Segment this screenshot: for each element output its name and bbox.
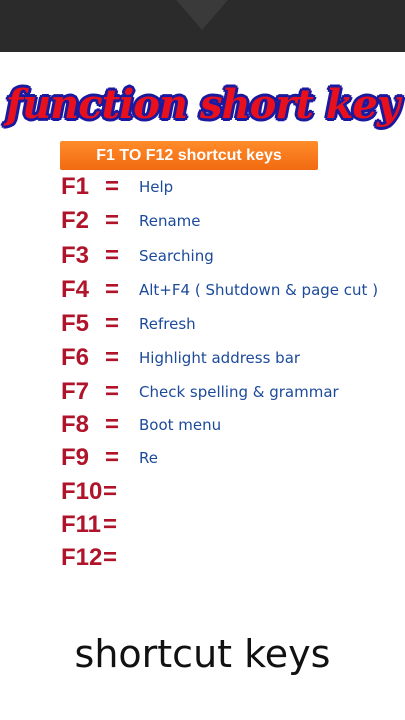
key-label: F4	[61, 276, 90, 303]
equals-sign: =	[105, 378, 120, 405]
key-label: F10	[61, 478, 103, 505]
key-label: F9	[61, 444, 90, 471]
key-description: Searching	[139, 247, 214, 265]
key-label: F3	[61, 242, 90, 269]
key-label: F8	[61, 411, 90, 438]
key-label: F12	[61, 544, 103, 571]
key-description: Alt+F4 ( Shutdown & page cut )	[139, 281, 379, 299]
key-description: Re	[139, 449, 158, 467]
key-label: F1	[61, 173, 90, 200]
equals-sign: =	[105, 444, 120, 471]
key-label: F2	[61, 207, 90, 234]
equals-sign: =	[105, 207, 120, 234]
equals-sign: =	[105, 173, 120, 200]
equals-sign: =	[105, 242, 120, 269]
equals-sign: =	[103, 544, 118, 571]
key-description: Highlight address bar	[139, 349, 301, 367]
key-description: Boot menu	[139, 416, 222, 434]
key-label: F7	[61, 378, 90, 405]
key-description: Help	[139, 178, 174, 196]
video-top-bar	[0, 0, 405, 52]
headline-title: function short key	[5, 81, 400, 128]
chevron-down-icon	[142, 0, 262, 30]
equals-sign: =	[105, 411, 120, 438]
equals-sign: =	[103, 478, 118, 505]
equals-sign: =	[105, 310, 120, 337]
footer-caption: shortcut keys	[74, 632, 331, 676]
equals-sign: =	[105, 276, 120, 303]
equals-sign: =	[105, 344, 120, 371]
key-description: Rename	[139, 212, 201, 230]
key-label: F6	[61, 344, 90, 371]
key-description: Check spelling & grammar	[139, 383, 339, 401]
equals-sign: =	[103, 511, 118, 538]
section-banner: F1 TO F12 shortcut keys	[60, 141, 318, 170]
key-description: Refresh	[139, 315, 196, 333]
key-label: F5	[61, 310, 90, 337]
key-label: F11	[61, 511, 102, 538]
